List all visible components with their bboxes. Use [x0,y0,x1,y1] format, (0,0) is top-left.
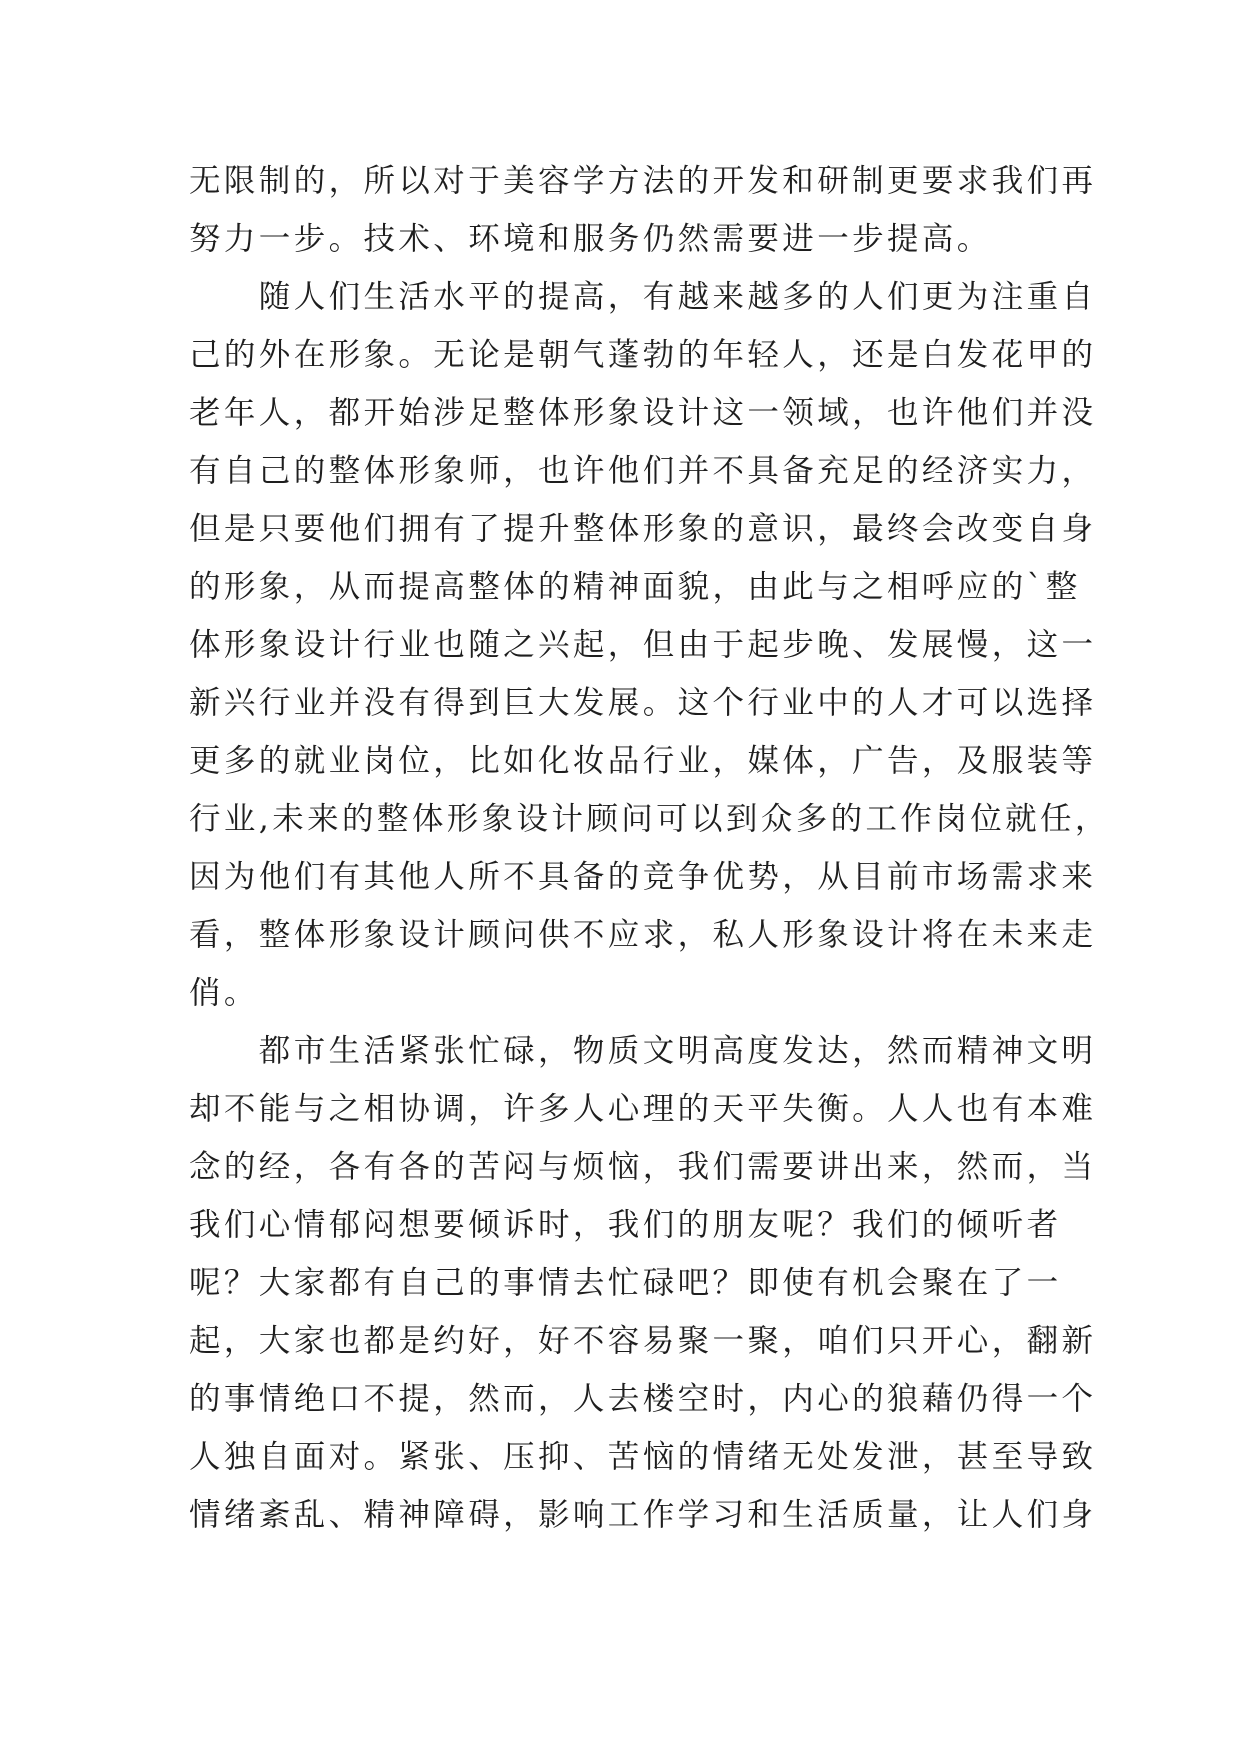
text-line: 有自己的整体形象师，也许他们并不具备充足的经济实力， [189,453,1097,489]
text-line: 却不能与之相协调，许多人心理的天平失衡。人人也有本难 [189,1091,1097,1127]
text-line: 新兴行业并没有得到巨大发展。这个行业中的人才可以选择 [189,685,1097,721]
text-line: 体形象设计行业也随之兴起，但由于起步晚、发展慢，这一 [189,627,1097,663]
text-line: 我们心情郁闷想要倾诉时，我们的朋友呢？我们的倾听者 [189,1207,1062,1243]
text-line: 呢？大家都有自己的事情去忙碌吧？即使有机会聚在了一 [189,1265,1062,1301]
text-line: 己的外在形象。无论是朝气蓬勃的年轻人，还是白发花甲的 [189,337,1097,373]
text-line: 但是只要他们拥有了提升整体形象的意识，最终会改变自身 [189,511,1097,547]
text-line: 无限制的，所以对于美容学方法的开发和研制更要求我们再 [189,163,1097,199]
text-line: 因为他们有其他人所不具备的竞争优势，从目前市场需求来 [189,859,1097,895]
text-line: 情绪紊乱、精神障碍，影响工作学习和生活质量，让人们身 [189,1497,1097,1533]
text-line: 起，大家也都是约好，好不容易聚一聚，咱们只开心，翻新 [189,1323,1097,1359]
text-line: 都市生活紧张忙碌，物质文明高度发达，然而精神文明 [189,1033,1097,1069]
text-line: 行业,未来的整体形象设计顾问可以到众多的工作岗位就任， [189,801,1110,837]
text-line: 老年人，都开始涉足整体形象设计这一领域，也许他们并没 [189,395,1097,431]
text-line: 念的经，各有各的苦闷与烦恼，我们需要讲出来，然而，当 [189,1149,1097,1185]
text-line: 努力一步。技术、环境和服务仍然需要进一步提高。 [189,221,992,257]
text-line: 随人们生活水平的提高，有越来越多的人们更为注重自 [189,279,1097,315]
text-line: 俏。 [189,975,259,1011]
text-line: 看，整体形象设计顾问供不应求，私人形象设计将在未来走 [189,917,1097,953]
text-line: 的事情绝口不提，然而，人去楼空时，内心的狼藉仍得一个 [189,1381,1097,1417]
text-line: 人独自面对。紧张、压抑、苦恼的情绪无处发泄，甚至导致 [189,1439,1097,1475]
body-text [189,152,1110,1544]
text-line: 的形象，从而提高整体的精神面貌，由此与之相呼应的`整 [189,569,1081,605]
text-line: 更多的就业岗位，比如化妆品行业，媒体，广告，及服装等 [189,743,1097,779]
